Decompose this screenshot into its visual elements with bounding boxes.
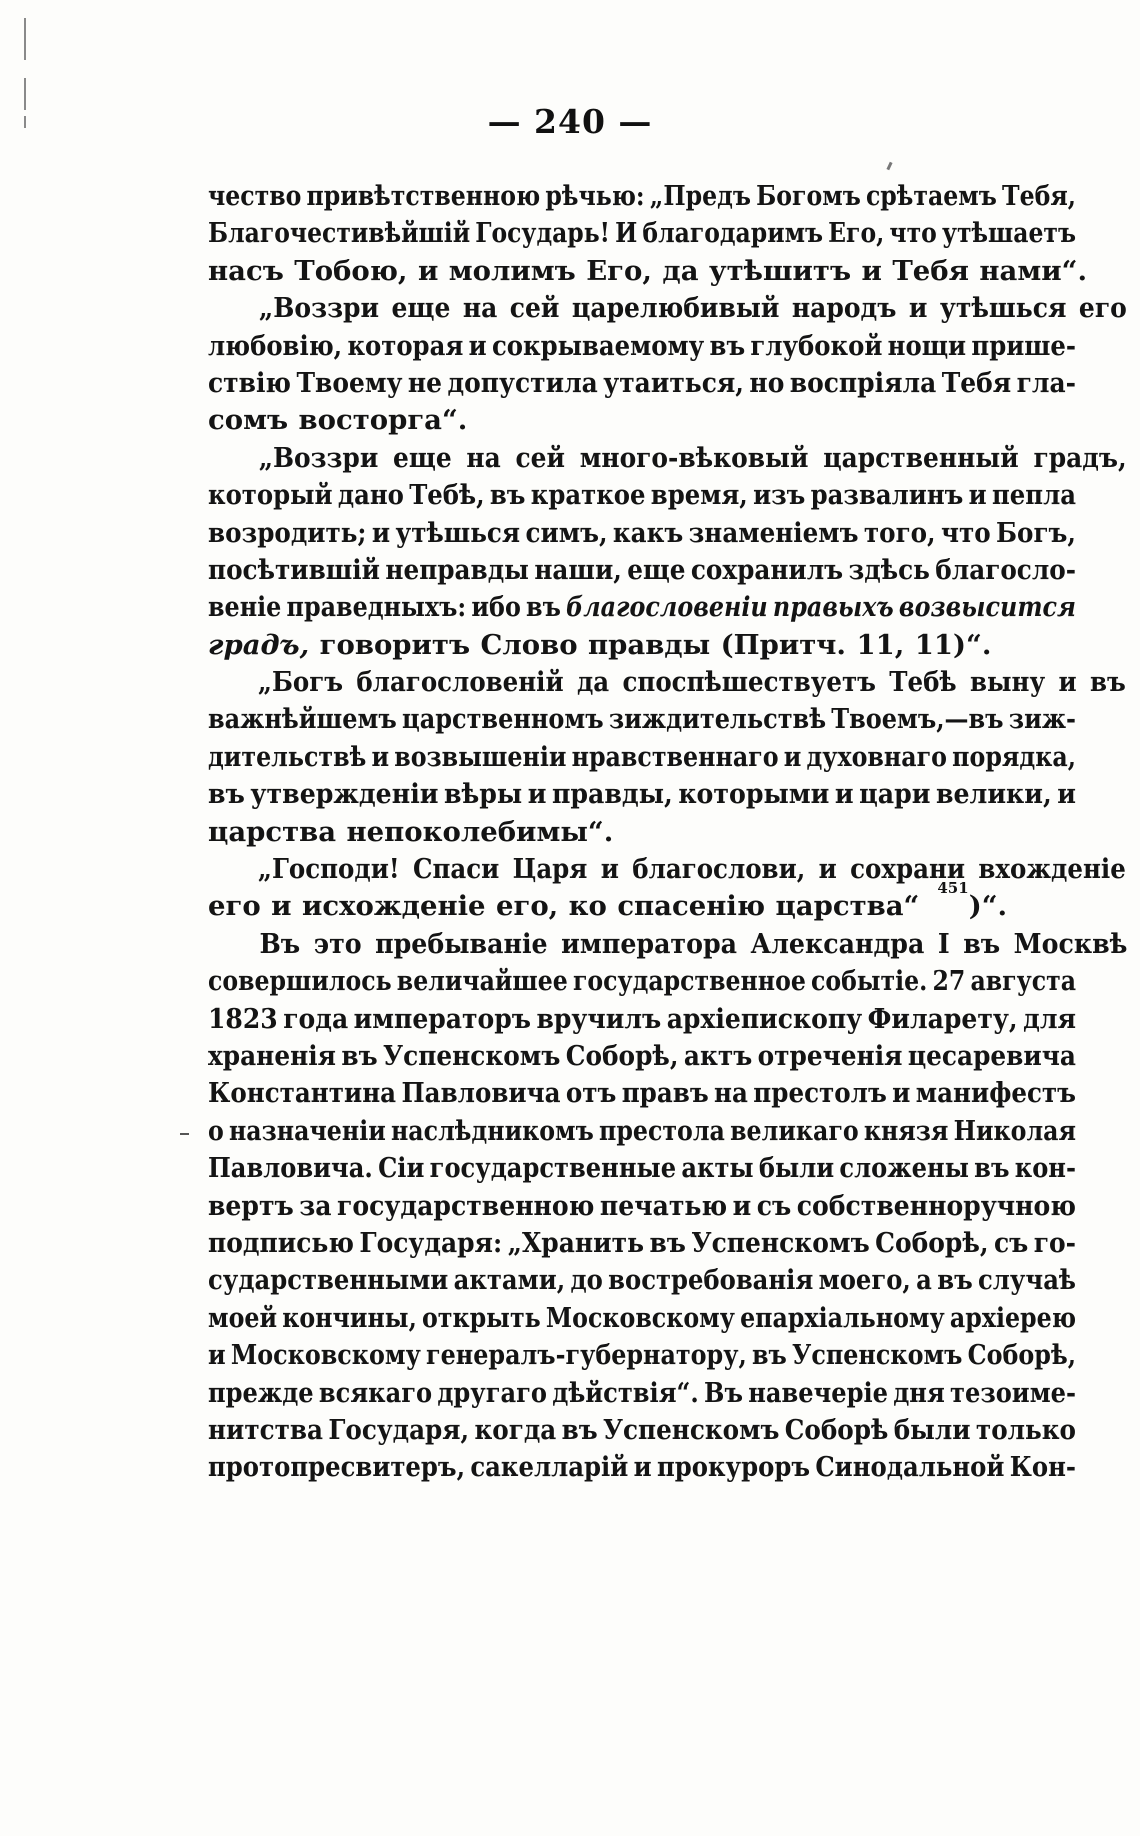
word: утѣшаетъ — [941, 217, 1076, 250]
word: исхожденіе — [301, 890, 486, 923]
word: и — [527, 778, 547, 811]
word: время, — [650, 479, 748, 512]
word: что — [940, 516, 991, 549]
text-line — [208, 589, 1076, 626]
word: въ — [208, 778, 245, 811]
text-line — [208, 1225, 1076, 1262]
word: въ — [1089, 666, 1126, 699]
word: утѣшься — [395, 516, 521, 549]
word: а — [916, 1264, 932, 1297]
word: собственноручною — [796, 1189, 1076, 1222]
word: епархіальному — [740, 1301, 945, 1334]
word: его — [1078, 292, 1127, 325]
word: совершилось — [208, 965, 392, 998]
text-line — [208, 477, 1076, 514]
word: вручилъ — [536, 1002, 662, 1035]
word: чество — [208, 180, 302, 212]
text-line — [208, 627, 1076, 664]
word: царства — [208, 815, 337, 848]
word: въ — [489, 479, 526, 512]
word: еще — [391, 292, 451, 325]
word: насъ — [208, 254, 284, 287]
word: отреченія — [757, 1039, 903, 1072]
word: сударственными — [208, 1264, 449, 1297]
word: храненія — [208, 1039, 336, 1072]
word: и — [468, 329, 487, 362]
word: непоколебимы“. — [346, 815, 614, 848]
word: и — [968, 479, 987, 512]
word: печатью — [599, 1189, 728, 1222]
word: того, — [863, 516, 936, 549]
word: въ — [649, 1226, 686, 1259]
word: зиждительствѣ — [608, 703, 827, 736]
word: ко — [568, 890, 607, 923]
word: но — [749, 366, 785, 399]
text-line — [208, 328, 1076, 365]
word: вѣры — [444, 778, 523, 811]
word: важнѣйшемъ — [208, 703, 397, 736]
word: Слово — [480, 628, 578, 661]
text-line — [208, 963, 1076, 1000]
word: вхожденіе — [978, 853, 1126, 886]
word: и — [892, 1077, 911, 1110]
word: праведныхъ: — [286, 591, 467, 624]
text-line — [208, 515, 1076, 552]
word: I — [937, 927, 950, 960]
word: престола — [598, 1114, 725, 1147]
word: сомъ — [208, 404, 289, 437]
word: на — [466, 441, 501, 474]
word: въ — [751, 1339, 787, 1372]
word: актами, — [453, 1264, 566, 1297]
word: актъ — [683, 1039, 753, 1072]
word: великаго — [730, 1114, 859, 1147]
word: Синодальной — [815, 1451, 1005, 1484]
word: еще — [393, 441, 452, 474]
word: другаго — [437, 1376, 547, 1409]
word: возвысится — [898, 591, 1076, 624]
word: акты — [681, 1152, 754, 1185]
word: какъ — [612, 516, 684, 549]
word: 1823 — [208, 1002, 278, 1035]
word: ибо — [471, 591, 521, 624]
word: Твоемъ,—въ — [831, 703, 1004, 736]
word: и — [371, 740, 390, 773]
word: Кон- — [1009, 1451, 1076, 1484]
word: еще — [627, 553, 686, 586]
body-text — [208, 178, 1128, 1487]
word: веніе — [208, 591, 282, 624]
word: )“. — [968, 890, 1008, 923]
word: Филарету, — [867, 1002, 1018, 1035]
word: и — [1057, 778, 1076, 811]
word: (Притч. — [720, 628, 846, 661]
text-line — [208, 1337, 1076, 1374]
word: рѣчью: — [545, 180, 645, 212]
word: нощи — [887, 329, 967, 362]
word: благословеніи — [566, 591, 768, 624]
word: назначеніи — [228, 1114, 386, 1147]
text-line — [208, 253, 1088, 290]
text-line — [208, 1188, 1076, 1225]
word: Успенскомъ — [791, 1339, 963, 1372]
word: Сіи — [378, 1152, 425, 1185]
word: когда — [474, 1413, 557, 1446]
text-line — [208, 1262, 1076, 1299]
word: 11)“. — [914, 628, 992, 661]
word: и — [818, 853, 837, 886]
text-line — [208, 879, 1076, 925]
word: Александра — [750, 927, 925, 960]
word: всякаго — [318, 1376, 433, 1409]
word: порядка, — [952, 740, 1076, 773]
text-line — [208, 776, 1076, 813]
word: неправды — [385, 553, 529, 586]
word: ствію — [208, 366, 292, 399]
word: го- — [1033, 1226, 1076, 1259]
word: говоритъ — [319, 628, 471, 661]
word: и — [271, 890, 292, 923]
text-line — [208, 851, 1126, 888]
word: нами“. — [979, 254, 1088, 287]
word: Тебя — [892, 254, 969, 287]
word: манифестъ — [915, 1077, 1076, 1110]
word: любовію, — [208, 329, 343, 362]
word: это — [313, 927, 362, 960]
word: наслѣдникомъ — [390, 1114, 594, 1147]
word: и — [371, 516, 391, 549]
word: вертъ — [208, 1189, 294, 1222]
word: „Воззри — [258, 441, 379, 474]
word: протопресвитеръ, — [208, 1451, 466, 1484]
word: событіе. — [810, 965, 928, 998]
word: градъ, — [208, 628, 310, 661]
word: „Богъ — [257, 666, 344, 699]
word: князя — [863, 1114, 949, 1147]
word: развалинъ — [810, 479, 964, 512]
text-line — [208, 440, 1127, 477]
word: Царя — [512, 853, 588, 886]
word: которая — [347, 329, 464, 362]
word: правды, — [551, 778, 673, 811]
word: государственное — [572, 965, 806, 998]
word: благословеній — [356, 666, 564, 699]
word: который — [208, 479, 333, 512]
word: прокуроръ — [656, 1451, 811, 1484]
word: правыхъ — [772, 591, 894, 624]
word: дано — [337, 479, 404, 512]
scan-speck — [180, 1133, 189, 1135]
word: цари — [859, 778, 931, 811]
word: Богомъ — [756, 180, 861, 212]
word: допустила — [447, 366, 598, 399]
word: моего, — [818, 1264, 911, 1297]
word: прише- — [971, 329, 1076, 362]
word: до — [570, 1264, 603, 1297]
word: наши, — [534, 553, 622, 586]
text-line — [208, 552, 1076, 589]
text-line — [208, 1412, 1076, 1449]
word: дительствѣ — [208, 740, 367, 773]
word: выну — [969, 666, 1046, 699]
word: велики, — [935, 778, 1052, 811]
word: правъ — [621, 1077, 709, 1110]
word: сакелларій — [470, 1451, 629, 1484]
word: градъ, — [1033, 441, 1127, 474]
word: Москвѣ — [1013, 927, 1128, 960]
word: здѣсь — [848, 553, 930, 586]
word: сохранилъ — [690, 553, 844, 586]
word: престолъ — [753, 1077, 887, 1110]
word: Твоему — [296, 366, 403, 399]
word: Тобою, — [294, 254, 408, 287]
word: императоръ — [353, 1002, 532, 1035]
word: на — [462, 292, 498, 325]
word: молимъ — [448, 254, 576, 287]
word: генералъ-губернатору, — [426, 1339, 747, 1372]
word: благодаримъ — [642, 217, 824, 250]
word: и — [417, 254, 439, 287]
word: только — [975, 1413, 1076, 1446]
word: Тебѣ, — [409, 479, 485, 512]
text-line — [208, 1075, 1076, 1112]
word: утѣшься — [939, 292, 1067, 325]
text-line — [208, 290, 1127, 327]
word: Въ — [259, 927, 301, 960]
word: изъ — [753, 479, 806, 512]
word: благослови, — [632, 853, 806, 886]
word: въ — [974, 1152, 1010, 1185]
word: царелюбивый — [571, 292, 780, 325]
word: въ — [561, 1413, 598, 1446]
word: Московскому — [545, 1301, 735, 1334]
word: много-вѣковый — [579, 441, 809, 474]
word: и — [633, 1451, 652, 1484]
word: Успенскомъ — [691, 1226, 870, 1259]
word: Благочестивѣйшій — [208, 217, 471, 250]
word: и — [861, 254, 882, 287]
word: съ — [993, 1226, 1029, 1259]
word: съ — [756, 1189, 792, 1222]
word: сей — [509, 292, 560, 325]
word: Соборѣ — [784, 1413, 889, 1446]
word: Тебѣ — [889, 666, 957, 699]
text-line — [208, 365, 1076, 402]
text-line — [208, 1375, 1076, 1412]
word: царственномъ — [401, 703, 604, 736]
word: на — [714, 1077, 748, 1110]
word: да — [576, 666, 610, 699]
word: „Предъ — [649, 180, 751, 212]
word: государственные — [429, 1152, 677, 1185]
word: дѣйствія“. — [552, 1376, 699, 1409]
word: 11, — [856, 628, 905, 661]
scan-edge-mark — [24, 18, 26, 60]
word: Тебя — [941, 366, 1012, 399]
word: его — [208, 890, 261, 923]
word: сложены — [839, 1152, 969, 1185]
text-line — [208, 814, 1076, 851]
word: нитства — [208, 1413, 324, 1446]
word: и — [600, 853, 619, 886]
word: случаѣ — [977, 1264, 1076, 1297]
word: года — [283, 1002, 349, 1035]
word: Павловича — [401, 1077, 561, 1110]
word: сей — [515, 441, 565, 474]
word: царства“ — [775, 890, 920, 923]
word: симъ, — [525, 516, 608, 549]
word: и — [208, 1339, 226, 1372]
word: возвышеніи — [394, 740, 567, 773]
word: величайшее — [396, 965, 568, 998]
text-line — [208, 1449, 1076, 1486]
word: „Хранить — [507, 1226, 645, 1259]
word: тезоиме- — [950, 1376, 1076, 1409]
word: августа — [970, 965, 1076, 998]
word: были — [758, 1152, 835, 1185]
word: Государь! — [475, 217, 610, 250]
word: кон- — [1014, 1152, 1076, 1185]
word: сохрани — [850, 853, 966, 886]
word: архіерею — [949, 1301, 1076, 1334]
word: государственною — [336, 1189, 595, 1222]
word: что — [889, 217, 937, 250]
word: дня — [893, 1376, 945, 1409]
scan-speck — [886, 162, 892, 171]
word: кончины, — [282, 1301, 417, 1334]
word: споспѣшествуетъ — [622, 666, 876, 699]
word: въ — [526, 591, 561, 624]
word: въ — [937, 1264, 973, 1297]
word: утѣшитъ — [708, 254, 852, 287]
word: Тебя, — [1002, 180, 1076, 212]
word: въ — [341, 1039, 378, 1072]
text-line — [208, 1113, 1076, 1150]
text-line — [208, 215, 1076, 252]
text-line — [208, 701, 1076, 738]
text-line — [208, 402, 1076, 439]
word: Успенскомъ — [603, 1413, 780, 1446]
word: царственный — [823, 441, 1019, 474]
footnote-marker: 451 — [937, 879, 969, 898]
word: императора — [561, 927, 737, 960]
word: и — [908, 292, 928, 325]
word: спасенію — [617, 890, 766, 923]
word: пепла — [991, 479, 1076, 512]
word: прежде — [208, 1376, 314, 1409]
word: Успенскомъ — [383, 1039, 561, 1072]
text-line — [208, 178, 1076, 215]
word: Его, — [828, 217, 885, 250]
word: были — [893, 1413, 971, 1446]
word: зиж- — [1008, 703, 1076, 736]
word: и — [783, 740, 802, 773]
word: нравственнаго — [571, 740, 779, 773]
word: Соборѣ, — [967, 1339, 1076, 1372]
word: и — [1058, 666, 1077, 699]
word: Соборѣ, — [875, 1226, 989, 1259]
word: востребованія — [608, 1264, 814, 1297]
text-line — [208, 926, 1127, 963]
word: народъ — [791, 292, 897, 325]
word: Николая — [953, 1114, 1076, 1147]
word: въ — [709, 329, 746, 362]
word: которыми — [678, 778, 830, 811]
word: глубокой — [750, 329, 883, 362]
word: Павловича. — [208, 1152, 373, 1185]
text-line — [208, 1001, 1076, 1038]
word: „Воззри — [258, 292, 380, 325]
word: посѣтившій — [208, 553, 381, 586]
word: отъ — [565, 1077, 617, 1110]
word: и — [732, 1189, 752, 1222]
word: правды — [588, 628, 711, 661]
word: Его, — [586, 254, 652, 287]
word: Государя, — [328, 1413, 470, 1446]
word: духовнаго — [806, 740, 947, 773]
word: о — [208, 1114, 224, 1147]
word: открыть — [421, 1301, 541, 1334]
text-line — [208, 664, 1126, 701]
word: въ — [963, 927, 1001, 960]
word: моей — [208, 1301, 278, 1334]
text-line — [208, 739, 1076, 776]
word: утаиться, — [603, 366, 744, 399]
word: срѣтаемъ — [865, 180, 997, 212]
word: Константина — [208, 1077, 397, 1110]
word: Московскому — [230, 1339, 421, 1372]
text-line — [208, 1038, 1076, 1075]
word: архіепископу — [666, 1002, 863, 1035]
word: утвержденіи — [250, 778, 439, 811]
word: Спаси — [412, 853, 500, 886]
text-line — [208, 1150, 1076, 1187]
word: подписью — [208, 1226, 354, 1259]
word: возродить; — [208, 516, 367, 549]
word: гла- — [1016, 366, 1076, 399]
word: Государя: — [359, 1226, 503, 1259]
page-number: — 240 — — [487, 102, 653, 141]
word: И — [615, 217, 638, 250]
word: да — [662, 254, 699, 287]
word: цесаревича — [907, 1039, 1076, 1072]
word: Богъ, — [996, 516, 1076, 549]
word: восторга“. — [298, 404, 468, 437]
word: Въ — [704, 1376, 743, 1409]
word: благосло- — [935, 553, 1076, 586]
word: „Господи! — [257, 853, 400, 886]
word: навечеріе — [748, 1376, 888, 1409]
word: за — [299, 1189, 332, 1222]
word: краткое — [530, 479, 646, 512]
word: не — [407, 366, 443, 399]
word: знаменіемъ — [688, 516, 859, 549]
word: сокрываемому — [491, 329, 705, 362]
word: его, — [495, 890, 559, 923]
word: Соборѣ, — [565, 1039, 679, 1072]
word: пребываніе — [375, 927, 548, 960]
word: 27 — [932, 965, 966, 998]
word: привѣтственною — [306, 180, 541, 212]
word: для — [1023, 1002, 1076, 1035]
word: и — [834, 778, 854, 811]
word: воспріяла — [789, 366, 937, 399]
text-line — [208, 1300, 1076, 1337]
